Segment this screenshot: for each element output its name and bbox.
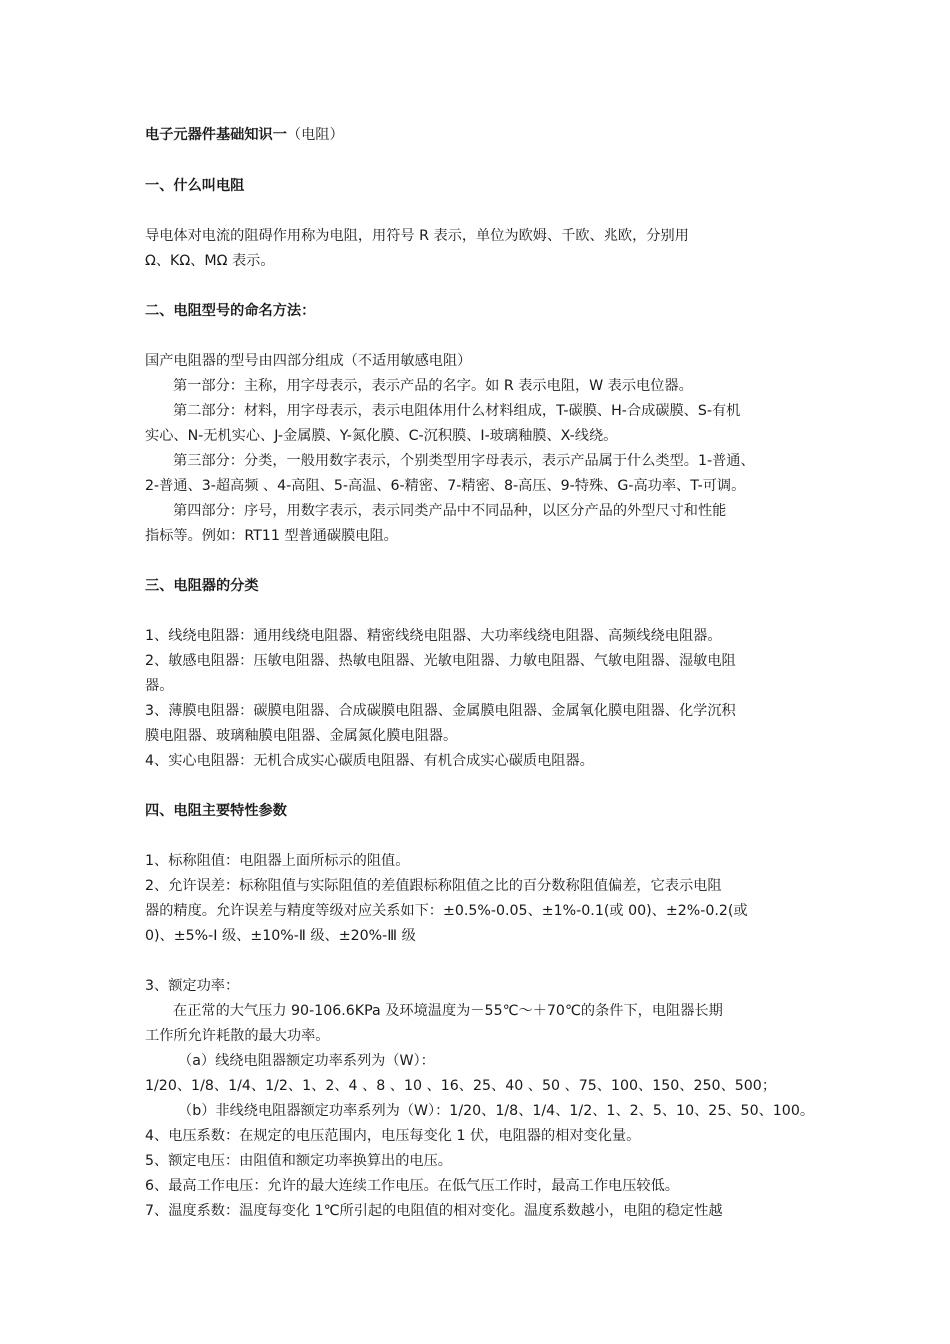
power-series-line: 1/20、1/8、1/4、1/2、1、2、4 、8 、10 、16、25、40 、50 、75、100、150、250、500；	[145, 1078, 777, 1094]
paragraph-line: 在正常的大气压力 90-106.6KPa 及环境温度为－55℃～＋70℃的条件下，电阻器长期	[173, 1003, 723, 1019]
heading-parameters: 四、电阻主要特性参数	[145, 803, 287, 819]
paragraph-line: 国产电阻器的型号由四部分组成（不适用敏感电阻）	[145, 353, 472, 369]
paragraph-line: 第一部分：主称，用字母表示，表示产品的名字。如 R 表示电阻，W 表示电位器。	[173, 378, 693, 394]
document-title	[145, 125, 344, 145]
heading-classification: 三、电阻器的分类	[145, 578, 259, 594]
paragraph-line: Ω、KΩ、MΩ 表示。	[145, 253, 275, 269]
heading-naming-method: 二、电阻型号的命名方法：	[145, 303, 316, 319]
list-item: 2、允许误差：标称阻值与实际阻值的差值跟标称阻值之比的百分数称阻值偏差，它表示电阻	[145, 878, 722, 894]
title-sub: （电阻）	[286, 127, 344, 143]
power-series-line: （b）非线绕电阻器额定功率系列为（W）：1/20、1/8、1/4、1/2、1、2、5、10、25、50、100。	[178, 1103, 815, 1119]
paragraph-line: 导电体对电流的阻碍作用称为电阻，用符号 R 表示，单位为欧姆、千欧、兆欧，分别用	[145, 228, 689, 244]
title-main: 电子元器件基础知识一	[145, 127, 287, 143]
list-item-continued: 膜电阻器、玻璃釉膜电阻器、金属氮化膜电阻器。	[145, 728, 458, 744]
paragraph-line: 第三部分：分类，一般用数字表示，个别类型用字母表示，表示产品属于什么类型。1-普通、	[173, 453, 755, 469]
heading-what-is-resistance: 一、什么叫电阻	[145, 178, 245, 194]
list-item: 5、额定电压：由阻值和额定功率换算出的电压。	[145, 1153, 452, 1169]
list-item: 1、标称阻值：电阻器上面所标示的阻值。	[145, 853, 410, 869]
list-item: 4、实心电阻器：无机合成实心碳质电阻器、有机合成实心碳质电阻器。	[145, 753, 594, 769]
list-item: 7、温度系数：温度每变化 1℃所引起的电阻值的相对变化。温度系数越小，电阻的稳定性越	[145, 1203, 723, 1219]
paragraph-line: 实心、N-无机实心、J-金属膜、Y-氮化膜、C-沉积膜、I-玻璃釉膜、X-线绕。	[145, 428, 618, 444]
paragraph-line: （a）线绕电阻器额定功率系列为（W）：	[178, 1053, 435, 1069]
list-item: 3、薄膜电阻器：碳膜电阻器、合成碳膜电阻器、金属膜电阻器、金属氧化膜电阻器、化学沉积	[145, 703, 736, 719]
list-item-continued: 器。	[145, 678, 174, 694]
list-item: 2、敏感电阻器：压敏电阻器、热敏电阻器、光敏电阻器、力敏电阻器、气敏电阻器、湿敏电阻	[145, 653, 736, 669]
list-item-continued: 0)、±5%-Ⅰ 级、±10%-Ⅱ 级、±20%-Ⅲ 级	[145, 928, 416, 944]
paragraph-line: 指标等。例如：RT11 型普通碳膜电阻。	[145, 528, 398, 544]
paragraph-line: 2-普通、3-超高频 、4-高阻、5-高温、6-精密、7-精密、8-高压、9-特殊、G-高功率、T-可调。	[145, 478, 746, 494]
list-item: 1、线绕电阻器：通用线绕电阻器、精密线绕电阻器、大功率线绕电阻器、高频线绕电阻器。	[145, 628, 722, 644]
list-item: 6、最高工作电压：允许的最大连续工作电压。在低气压工作时，最高工作电压较低。	[145, 1178, 679, 1194]
list-item: 4、电压系数：在规定的电压范围内，电压每变化 1 伏，电阻器的相对变化量。	[145, 1128, 641, 1144]
paragraph-line: 第四部分：序号，用数字表示，表示同类产品中不同品种，以区分产品的外型尺寸和性能	[173, 503, 727, 519]
paragraph-line: 工作所允许耗散的最大功率。	[145, 1028, 330, 1044]
list-item-continued: 器的精度。允许误差与精度等级对应关系如下：±0.5%-0.05、±1%-0.1(或 00)、±2%-0.2(或	[145, 903, 748, 919]
list-item: 3、额定功率：	[145, 978, 240, 994]
paragraph-line: 第二部分：材料，用字母表示，表示电阻体用什么材料组成，T-碳膜、H-合成碳膜、S-有机	[173, 403, 741, 419]
